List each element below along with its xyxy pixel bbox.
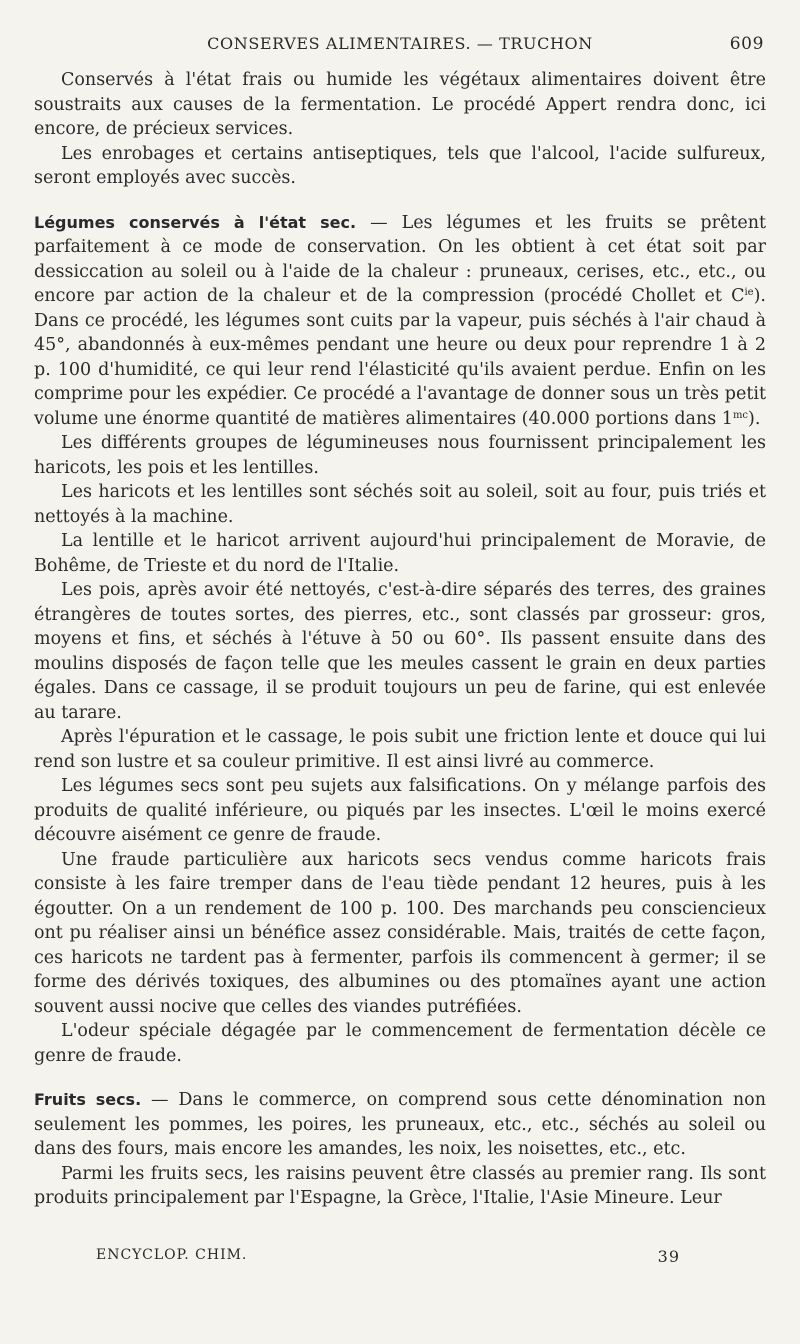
- superscript-ie: ie: [744, 287, 754, 298]
- paragraph-5: Les haricots et les lentilles sont séchés soit au soleil, soit au four, puis triés et nettoyés à la machine.: [34, 482, 766, 527]
- body-text: [34, 68, 766, 1211]
- section-heading-fruits: Fruits secs.: [34, 1090, 142, 1109]
- paragraph-7: Les pois, après avoir été nettoyés, c'est-à-dire séparés des terres, des graines étrangères de toutes sortes, des pierres, etc., sont classés par grosseur: gros, moyens et fins, et séchés à l'étuve à 50 ou 60°. Ils passent ensuite dans des moulins disposés de façon telle que les meules cassent le grain en deux parties égales. Dans ce cassage, il se produit toujours un peu de farine, qui est enlevée au tarare.: [34, 580, 766, 723]
- page-number: 609: [729, 34, 764, 54]
- signature-number: 39: [657, 1247, 680, 1266]
- paragraph-3-part-b: ). Dans ce procédé, les légumes sont cuits par la vapeur, puis séchés à l'air chaud à 45°, abandonnés à eux-mêmes pendant une heure ou deux pour reprendre 1 à 2 p. 100 d'humidité, ce qui leur rend l'élasticité qu'ils avaient perdue. Enfin on les comprime pour les expédier. Ce procédé a l'avantage de donner sous un très petit volume une énorme quantité de matières alimentaires (40.000 portions dans 1: [34, 286, 766, 429]
- signature-line: [96, 1247, 680, 1271]
- running-title: CONSERVES ALIMENTAIRES. — TRUCHON: [207, 34, 593, 53]
- paragraph-3-part-a: — Les légumes et les fruits se prêtent parfaitement à ce mode de conservation. On les obtient à cet état soit par dessiccation au soleil ou à l'aide de la chaleur : pruneaux, cerises, etc., etc., ou encore par action de la chaleur et de la compression (procédé Chollet et C: [34, 212, 767, 306]
- section-heading-legumes: Légumes conservés à l'état sec.: [34, 212, 357, 232]
- paragraph-9: Les légumes secs sont peu sujets aux falsifications. On y mélange parfois des produits de qualité inférieure, ou piqués par les insectes. L'œil le moins exercé découvre aisément ce genre de fraude.: [34, 776, 766, 845]
- paragraph-13: Parmi les fruits secs, les raisins peuvent être classés au premier rang. Ils sont produits principalement par l'Espagne, la Grèce, l'Italie, l'Asie Mineure. Leur: [34, 1163, 766, 1208]
- paragraph-11: L'odeur spéciale dégagée par le commencement de fermentation décèle ce genre de fraude.: [34, 1021, 766, 1066]
- running-head: [34, 34, 766, 60]
- paragraph-4: Les différents groupes de légumineuses nous fournissent principalement les haricots, les pois et les lentilles.: [34, 433, 766, 478]
- paragraph-2: Les enrobages et certains antiseptiques, tels que l'alcool, l'acide sulfureux, seront employés avec succès.: [34, 143, 766, 188]
- paragraph-1: Conservés à l'état frais ou humide les végétaux alimentaires doivent être soustraits aux causes de la fermentation. Le procédé Appert rendra donc, ici encore, de précieux services.: [34, 70, 766, 139]
- paragraph-12: — Dans le commerce, on comprend sous cette dénomination non seulement les pommes, les poires, les pruneaux, etc., etc., séchés au soleil ou dans des fours, mais encore les amandes, les noix, les noisettes, etc., etc.: [34, 1090, 766, 1159]
- signature-label: ENCYCLOP. CHIM.: [96, 1247, 248, 1263]
- paragraph-10: Une fraude particulière aux haricots secs vendus comme haricots frais consiste à les faire tremper dans de l'eau tiède pendant 12 heures, puis à les égoutter. On a un rendement de 100 p. 100. Des marchands peu consciencieux ont pu réaliser ainsi un bénéfice assez considérable. Mais, traités de cette façon, ces haricots ne tardent pas à fermenter, parfois ils commencent à germer; il se forme des dérivés toxiques, des albumines ou des ptomaïnes ayant une action souvent aussi nocive que celles des viandes putréfiées.: [34, 849, 766, 1017]
- superscript-mc: mc: [732, 409, 749, 421]
- section-fruits: [34, 1088, 766, 1162]
- paragraph-3-part-c: ).: [748, 408, 761, 429]
- paragraph-6: La lentille et le haricot arrivent aujourd'hui principalement de Moravie, de Bohême, de Trieste et du nord de l'Italie.: [34, 531, 766, 576]
- section-legumes: [34, 211, 766, 432]
- paragraph-8: Après l'épuration et le cassage, le pois subit une friction lente et douce qui lui rend son lustre et sa couleur primitive. Il est ainsi livré au commerce.: [34, 727, 766, 772]
